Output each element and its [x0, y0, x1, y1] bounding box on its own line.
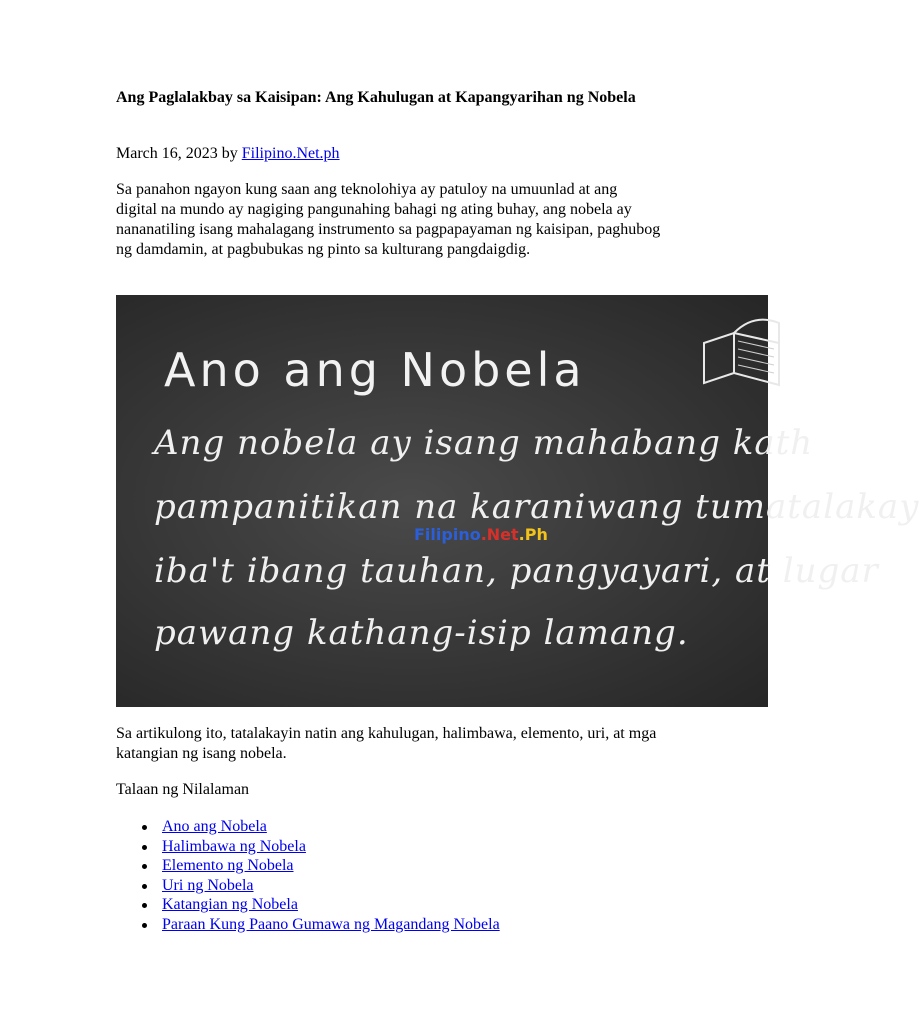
outro-paragraph: Sa artikulong ito, tatalakayin natin ang kahulugan, halimbawa, elemento, uri, at mga katangian ng isang nobela.	[116, 725, 657, 762]
toc-link-katangian[interactable]: Katangian ng Nobela	[162, 896, 298, 914]
toc-link-paraan[interactable]: Paraan Kung Paano Gumawa ng Magandang Nobela	[162, 915, 500, 933]
intro-paragraph: Sa panahon ngayon kung saan ang teknolohiya ay patuloy na umuunlad at ang digital na mundo ay nagiging pangunahing bahagi ng ating buhay, ang nobela ay nananatiling isang mahalagang instrumento sa pagpapayaman ng kaisipan, paghubog ng damdamin, at pagbubukas ng pinto sa kulturang pangdaigdig.	[116, 181, 661, 258]
bullet-icon	[142, 825, 147, 830]
toc-link-ano-ang-nobela[interactable]: Ano ang Nobela	[162, 818, 267, 835]
bullet-icon	[142, 923, 147, 928]
author-link[interactable]: Filipino.Net.ph	[241, 145, 340, 162]
toc-item	[116, 856, 500, 876]
bullet-icon	[142, 864, 147, 869]
bullet-icon	[142, 884, 147, 889]
chalkboard-image	[116, 295, 919, 707]
publish-date: March 16, 2023	[116, 145, 218, 162]
toc-link-elemento[interactable]: Elemento ng Nobela	[162, 857, 294, 875]
toc-title: Talaan ng Nilalaman	[116, 781, 250, 798]
by-label: by	[221, 145, 238, 162]
image-line-3: iba't ibang tauhan, pangyayari, at lugar	[154, 551, 879, 591]
watermark-part-1: Filipino	[414, 525, 481, 544]
watermark-part-2: .Net	[480, 525, 519, 544]
toc-item	[116, 837, 500, 857]
toc-item	[116, 915, 500, 935]
image-line-4: pawang kathang-isip lamang.	[154, 613, 689, 653]
image-heading: Ano ang Nobela	[164, 343, 586, 397]
toc-item	[116, 895, 500, 915]
toc-item	[116, 817, 500, 837]
toc-item	[116, 876, 500, 896]
toc-link-uri[interactable]: Uri ng Nobela	[162, 876, 254, 894]
watermark-part-3: .Ph	[518, 525, 548, 544]
watermark	[414, 525, 548, 544]
toc-link-halimbawa[interactable]: Halimbawa ng Nobela	[162, 837, 306, 855]
article-title: Ang Paglalakbay sa Kaisipan: Ang Kahulugan at Kapangyarihan ng Nobela	[116, 89, 636, 106]
bullet-icon	[142, 903, 147, 908]
image-line-2: pampanitikan na karaniwang tumatalakay	[154, 487, 919, 527]
image-line-1: Ang nobela ay isang mahabang kath	[154, 423, 814, 463]
bullet-icon	[142, 845, 147, 850]
toc-list	[116, 817, 500, 935]
book-icon	[694, 313, 784, 403]
article-meta	[116, 144, 340, 164]
